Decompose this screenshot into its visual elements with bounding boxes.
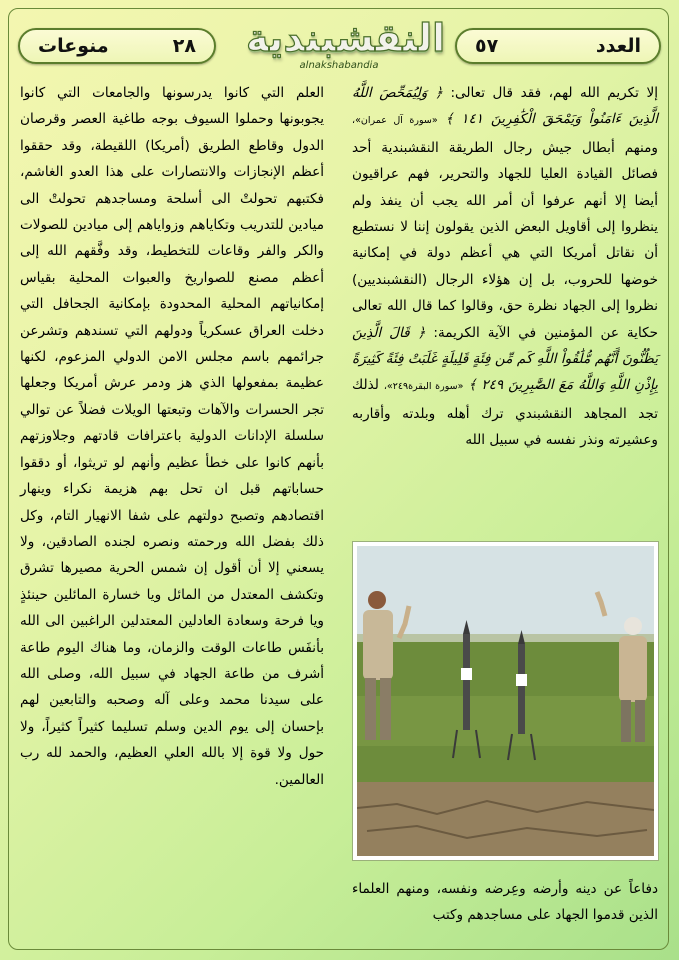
quran-citation-1: «سورة آل عمران»، — [352, 115, 438, 127]
mujahideen-rockets-photo — [353, 542, 658, 860]
left-column — [20, 80, 324, 793]
quran-citation-2: «سورة البقرة٢٤٩»، — [383, 381, 464, 393]
header-page-pill — [18, 28, 216, 64]
quran-verse-2: ﴿ قَالَ الَّذِينَ يَظُنُّونَ أَنَّهُم مُّلَٰقُواْ اللَّهِ كَم مِّن فِئَةٍ قَلِيلَةٍ غَلَبَتْ فِئَةً كَثِيرَةً بِإِذْنِ اللَّهِ وَاللَّهُ مَعَ الصَّٰبِرِينَ ٢٤٩ ﴾ — [352, 324, 658, 394]
left-paragraph: العلم التي كانوا يدرسونها والجامعات التي كانوا يجوبونها وحملوا السيوف بوجه طاغية العصر وقرصان الدول وقاطع الطريق (أمريكا) اللقيطة، وقد حققوا أعظم الإنجازات والانتصارات على هذا العدو الغاشم، فكتبهم تحولتْ الى أسلحة ومساجدهم تحولتْ الى ميادين للتدريب وتكاياهم وزواياهم إلى ميادين للصولات والكر والفر وقاعات للتخطيط، وقد وفَّقهم الله إلى أعظم مصنع للصواريخ والعبوات المحلية بقياس إمكانياتهم المحلية المحدودة بإمكانية الجحافل التي دخلت العراق عسكرياً ودولهم التي تسندهم وتشرعن جرائمهم باسم مجلس الامن الدولي المزعوم، لكنها عظيمة بمفعولها الذي هز ودمر عرش أمريكا وجعلها تجر الحسرات والآهات وتبعتها الويلات فضلاً عن توالي سلسلة الإدانات الدولية باعترافات قادتهم وجلاوزتهم بأنهم كانوا على خطأ عظيم وأنهم لو تريثوا، أو دققوا حساباتهم قبل ان تحل بهم هزيمة نكراء وينهار اقتصادهم وتصبح دولتهم على شفا الانهيار التام، وكل ذلك بفضل الله ورحمته ونصره لجنده الصادقين، ولا يسعني إلا أن أقول إن شمس الحرية مصيرها تشرق وتكشف المعتدل من المائل ويا خسارة المائلين حينئذٍ ويا فرحة وسعادة العادلين المعتدلين الراغبين الى الله بأنفَس طاعات الوقت والزمان، وما هناك اليوم طاعة أشرف من طاعة الجهاد في سبيل الله، وصلى الله على سيدنا محمد وعلى آله وصحبه والتابعين لهم بإحسان إلى يوم الدين وسلم تسليما كثيراً كثيراً، ولا حول ولا قوة إلا بالله العلي العظيم، والحمد لله رب العالمين. — [20, 85, 324, 788]
body-text-2: لذلك تجد المجاهد النقشبندي ترك أهله وبلدته وأقاربه وعشيرته ونذر نفسه في سبيل الله — [352, 377, 658, 449]
right-paragraph-2: دفاعاً عن دينه وأرضه وعِرضه ونفسه، ومنهم العلماء الذين قدموا الجهاد على مساجدهم وكتب — [352, 881, 658, 924]
photo-illustration — [357, 546, 654, 856]
issue-label: العدد — [595, 35, 641, 57]
header-issue-pill — [455, 28, 661, 64]
quran-verse-1: ﴿ وَلِيُمَحِّصَ اللَّهُ الَّذِينَ ءَامَنُواْ وَيَمْحَقَ الْكَٰفِرِينَ ١٤١ ﴾ — [352, 85, 658, 128]
magazine-logo — [246, 16, 446, 78]
intro-text: إلا تكريم الله لهم، فقد قال تعالى: — [450, 85, 658, 101]
page-number: ٢٨ — [172, 35, 196, 57]
section-label: منوعات — [38, 35, 109, 57]
right-paragraph-1 — [352, 80, 658, 454]
logo-text: النقشبندية — [246, 16, 446, 60]
right-column-continued — [352, 876, 658, 929]
body-text-1: ومنهم أبطال جيش رجال الطريقة النقشبندية أحد فصائل القيادة العليا للجهاد والتحرير، فهم عراقيون أيضا إلا أنهم عرفوا أن أمر الله يجب أن ينفذ ولم ينظروا إلى أقاويل البعض الذين يقولون إننا لا نستطيع أن نقاتل أمريكا التي هي أعظم دولة في إمكانية خوضها للحروب، بل إن هؤلاء الرجال (النقشبنديين) نظروا إلى الجهاد نظرة حق، وقالوا كما قال الله تعالى حكاية عن المؤمنين في الآية الكريمة: — [352, 139, 658, 341]
logo-url: alnakshabandia — [299, 60, 379, 71]
right-column — [352, 80, 658, 454]
issue-number: ٥٧ — [475, 35, 499, 57]
